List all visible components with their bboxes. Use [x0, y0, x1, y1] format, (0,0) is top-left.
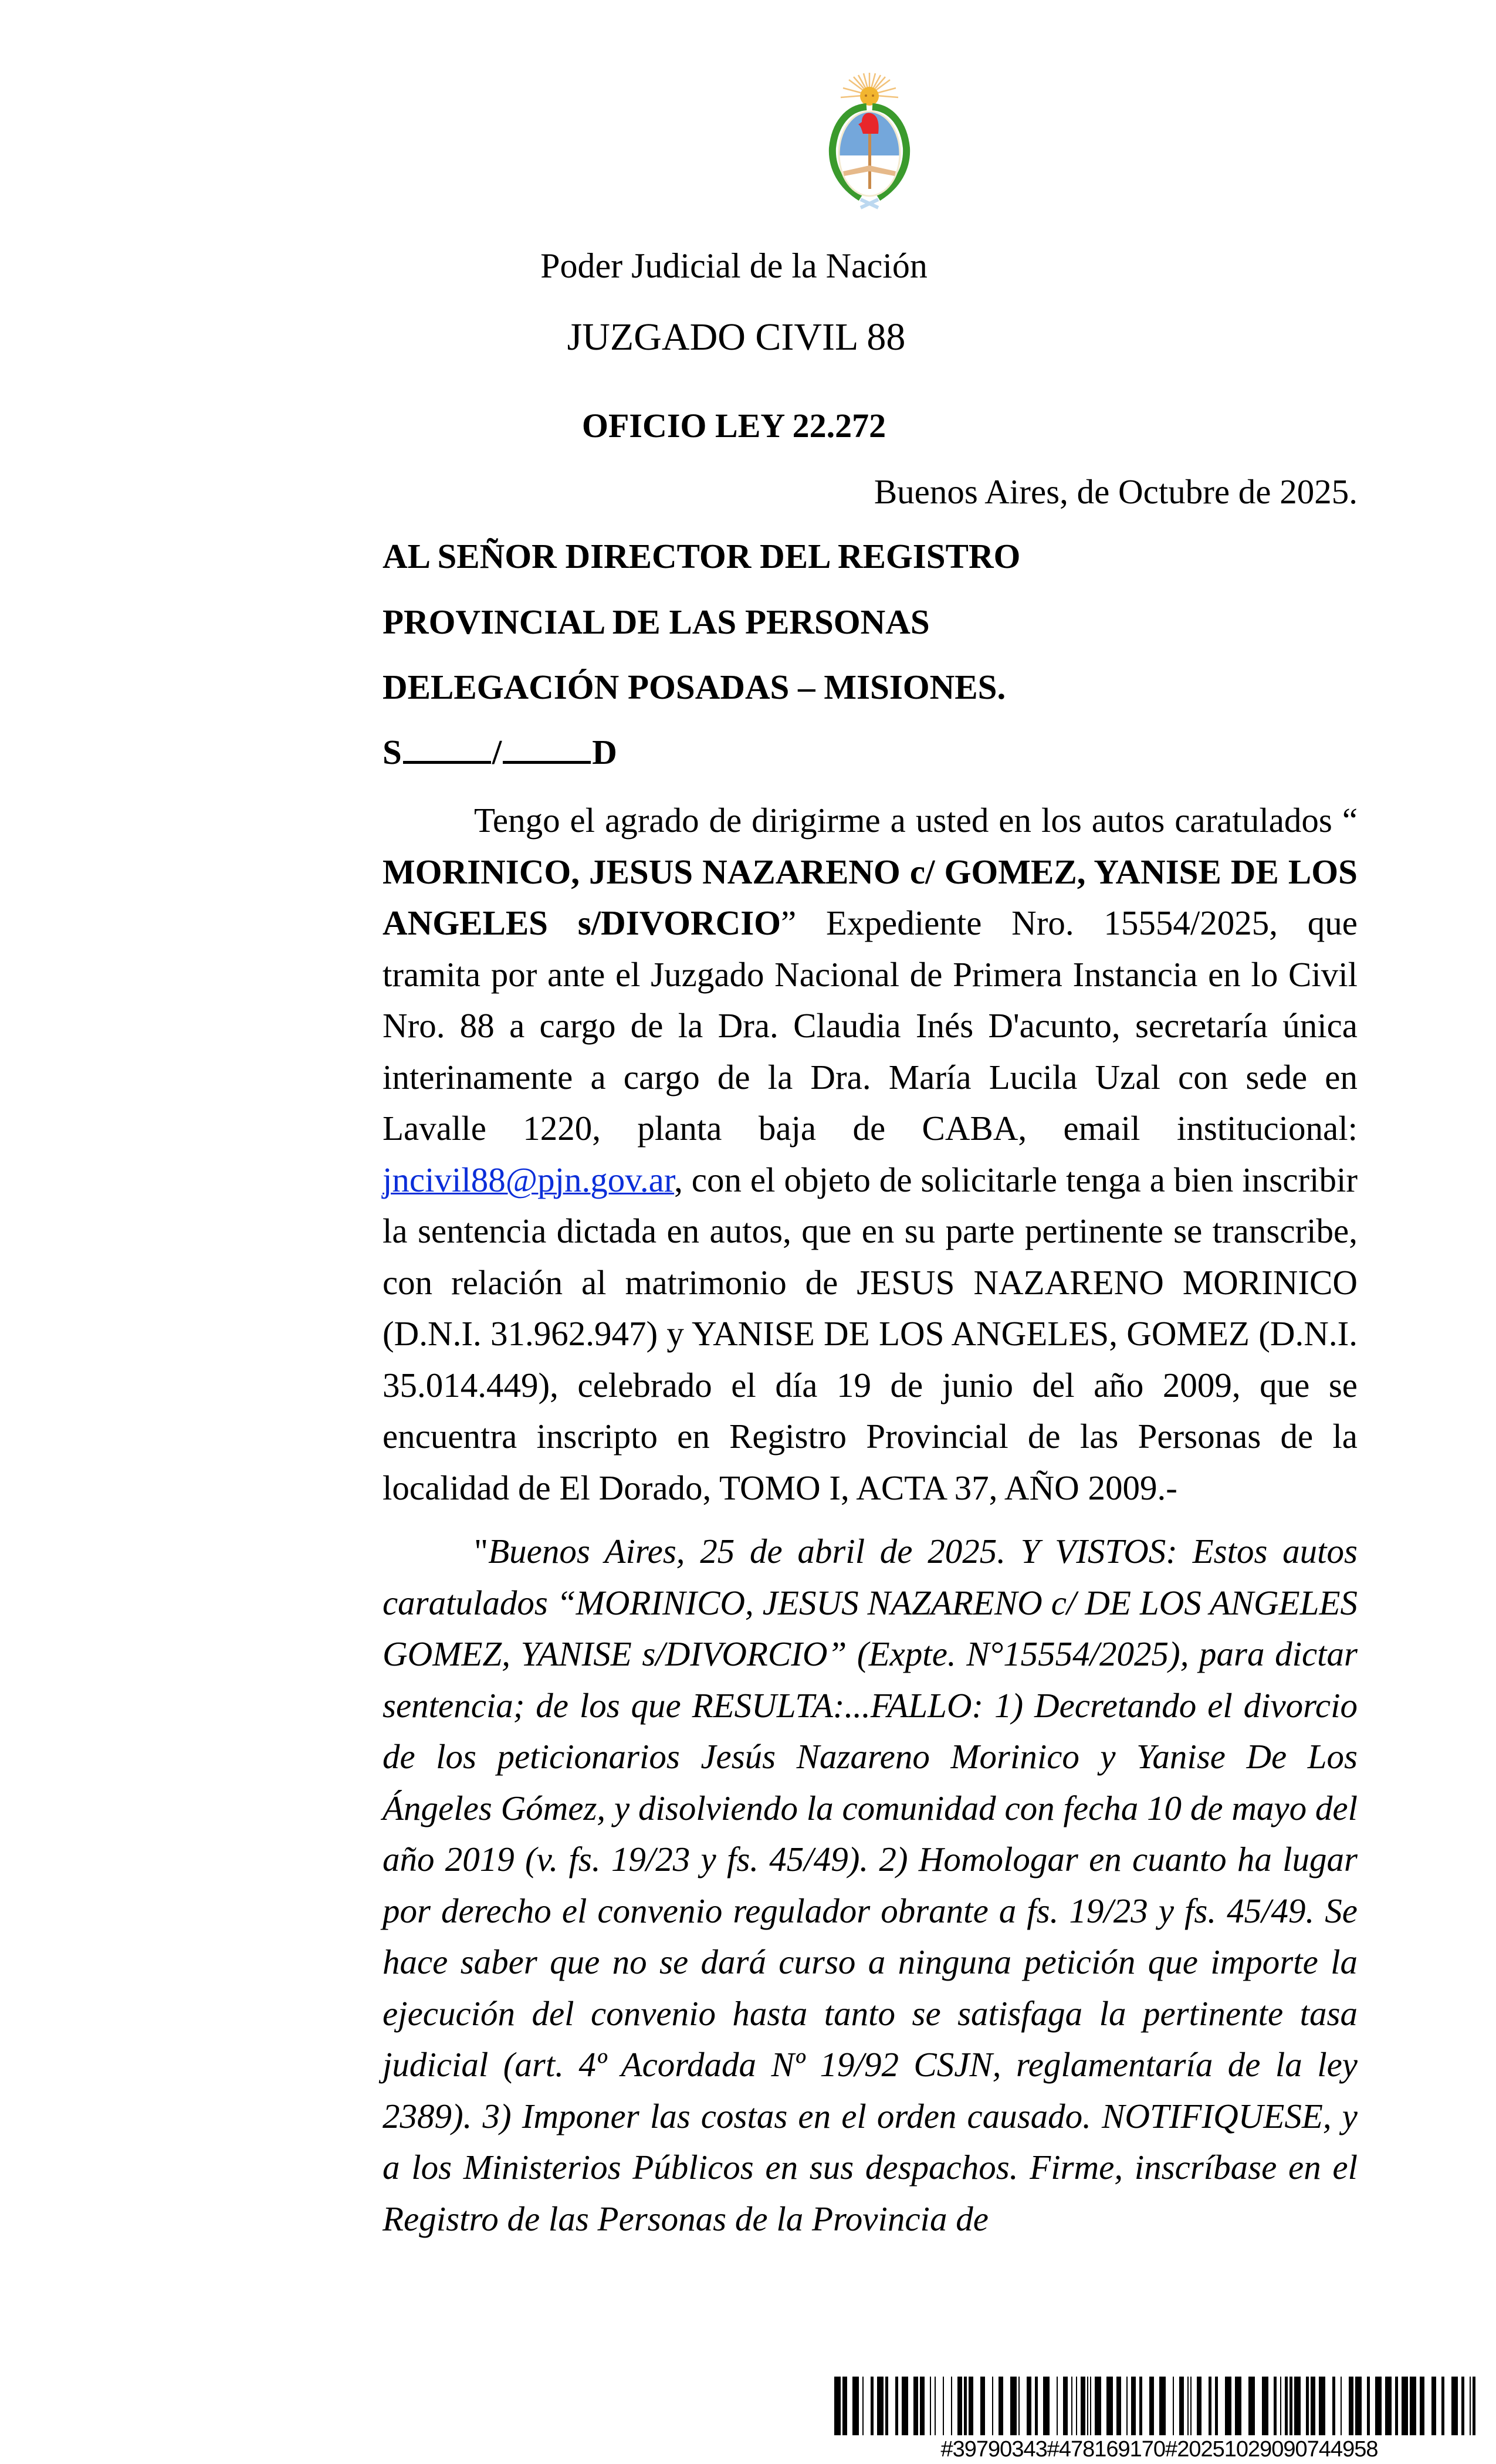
- argentine-coat-of-arms-icon: [824, 72, 915, 212]
- barcode-bar: [1306, 2377, 1309, 2435]
- barcode-bar: [980, 2377, 985, 2435]
- barcode-bar: [871, 2377, 874, 2435]
- judgment-text: Buenos Aires, 25 de abril de 2025. Y VISTOS: Estos autos caratulados “MORINICO, JESUS NAZARENO c/ DE LOS ANGELES GOMEZ, YANISE s/DIVORCIO” (Expte. N°15554/2025), para dictar sentencia; de los que RESULTA:...FALLO: 1) Decretando el divorcio de los peticionarios Jesús Nazareno Morinico y Yanise De Los Ángeles Gómez, y disolviendo la comunidad con fecha 10 de mayo del año 2019 (v. fs. 19/23 y fs. 45/49). 2) Homologar en cuanto ha lugar por derecho el convenio regulador obrante a fs. 19/23 y fs. 45/49. Se hace saber que no se dará curso a ninguna petición que importe la ejecución del convenio hasta tanto se satisfaga la pertinente tasa judicial (art. 4º Acordada Nº 19/92 CSJN, reglamentaría de la ley 2389). 3) Imponer las costas en el orden causado. NOTIFIQUESE, y a los Ministerios Públicos en sus despachos. Firme, inscríbase en el Registro de las Personas de la Provincia de: [383, 1532, 1358, 2238]
- barcode-bar: [992, 2377, 993, 2435]
- barcode-bar: [834, 2377, 841, 2435]
- barcode-bar: [1341, 2377, 1342, 2435]
- sd-end: D: [592, 733, 617, 771]
- case-details: ” Expediente Nro. 15554/2025, que tramita por ante el Juzgado Nacional de Primera Instancia en lo Civil Nro. 88 a cargo de la Dra. Claudia Inés D'acunto, secretaría única interinamente a cargo de la Dra. María Lucila Uzal con sede en Lavalle 1220, planta baja de CABA, email institucional:: [383, 903, 1358, 1148]
- barcode-bar: [1081, 2377, 1085, 2435]
- barcode-bar: [1173, 2377, 1174, 2435]
- barcode-bar: [852, 2377, 859, 2435]
- addressee-line-2: PROVINCIAL DE LAS PERSONAS: [383, 603, 930, 641]
- barcode-bar: [902, 2377, 908, 2435]
- addressee-line-3: DELEGACIÓN POSADAS – MISIONES.: [383, 668, 1006, 706]
- blank-line: [403, 730, 491, 764]
- barcode-bar: [1311, 2377, 1315, 2435]
- barcode-bar: [1461, 2377, 1464, 2435]
- sun-face: [860, 87, 879, 106]
- sd-separator: /: [492, 733, 502, 771]
- date-line: Buenos Aires, de Octubre de 2025.: [874, 472, 1358, 511]
- barcode-bar: [1431, 2377, 1436, 2435]
- institution-title: Poder Judicial de la Nación: [540, 246, 928, 285]
- barcode-bar: [842, 2377, 847, 2435]
- barcode-bar: [964, 2377, 967, 2435]
- barcode-bar: [930, 2377, 931, 2435]
- barcode-bar: [1116, 2377, 1121, 2435]
- barcode-bar: [1262, 2377, 1268, 2435]
- court-email-link[interactable]: jncivil88@pjn.gov.ar: [383, 1160, 675, 1199]
- barcode-bar: [1274, 2377, 1277, 2435]
- barcode-bar: [1087, 2377, 1088, 2435]
- blank-line: [503, 730, 591, 764]
- barcode-bar: [1385, 2377, 1392, 2435]
- barcode-bar: [1355, 2377, 1362, 2435]
- intro-text: Tengo el agrado de dirigirme a usted en los autos caratulados “: [474, 801, 1358, 840]
- barcode-bar: [913, 2377, 918, 2435]
- barcode-bar: [1035, 2377, 1038, 2435]
- barcode-bar: [1451, 2377, 1458, 2435]
- barcode-number: #39790343#478169170#20251029090744958: [940, 2437, 1378, 2462]
- request-details: , con el objeto de solicitarle tenga a bien inscribir la sentencia dictada en autos, que en su parte pertinente se transcribe, con relación al matrimonio de JESUS NAZARENO MORINICO (D.N.I. 31.962.947) y YANISE DE LOS ANGELES, GOMEZ (D.N.I. 35.014.449), celebrado el día 19 de junio del año 2009, que se encuentra inscripto en Registro Provincial de las Personas de la localidad de El Dorado, TOMO I, ACTA 37, AÑO 2009.-: [383, 1160, 1358, 1507]
- barcode-bar: [1063, 2377, 1068, 2435]
- barcode-bar: [1057, 2377, 1058, 2435]
- barcode-bar: [1470, 2377, 1471, 2435]
- barcode-bar: [1149, 2377, 1154, 2435]
- barcode-bar: [957, 2377, 962, 2435]
- barcode-bar: [1027, 2377, 1031, 2435]
- barcode-bar: [1159, 2377, 1166, 2435]
- addressee-line-1: AL SEÑOR DIRECTOR DEL REGISTRO: [383, 537, 1021, 576]
- barcode-bar: [1187, 2377, 1189, 2435]
- barcode-bar: [1018, 2377, 1020, 2435]
- barcode-bar: [1139, 2377, 1142, 2435]
- salutation-sd: [383, 730, 617, 774]
- barcode-icon: [834, 2377, 1484, 2435]
- court-title: JUZGADO CIVIL 88: [567, 316, 906, 358]
- barcode-bar: [1332, 2377, 1335, 2435]
- barcode-bar: [1179, 2377, 1184, 2435]
- barcode-bar: [1441, 2377, 1444, 2435]
- barcode-bar: [1285, 2377, 1288, 2435]
- barcode-bar: [1248, 2377, 1255, 2435]
- ribbon: [861, 199, 878, 208]
- barcode-bar: [885, 2377, 888, 2435]
- barcode-bar: [920, 2377, 925, 2435]
- open-quote: ": [474, 1532, 489, 1571]
- request-paragraph: [383, 795, 1358, 1514]
- barcode-bar: [862, 2377, 864, 2435]
- barcode-bar: [1402, 2377, 1408, 2435]
- barcode-bar: [1215, 2377, 1218, 2435]
- barcode-bar: [1197, 2377, 1201, 2435]
- sd-start: S: [383, 733, 402, 771]
- barcode-bar: [1375, 2377, 1382, 2435]
- barcode-bar: [1131, 2377, 1136, 2435]
- barcode-bar: [951, 2377, 952, 2435]
- barcode-bar: [1106, 2377, 1113, 2435]
- barcode-bar: [1095, 2377, 1101, 2435]
- barcode-bar: [1280, 2377, 1281, 2435]
- barcode-bar: [1473, 2377, 1475, 2435]
- case-title: MORINICO, JESUS NAZARENO c/ GOMEZ, YANISE DE LOS ANGELES s/DIVORCIO: [383, 852, 1358, 942]
- barcode-bar: [1367, 2377, 1370, 2435]
- barcode-bar: [1349, 2377, 1353, 2435]
- barcode-bar: [877, 2377, 884, 2435]
- barcode-bar: [969, 2377, 973, 2435]
- barcode-bar: [1209, 2377, 1211, 2435]
- barcode-bar: [943, 2377, 944, 2435]
- barcode-bar: [1319, 2377, 1325, 2435]
- barcode-bar: [1225, 2377, 1231, 2435]
- barcode-bar: [1235, 2377, 1241, 2435]
- barcode-bar: [1090, 2377, 1091, 2435]
- barcode-bar: [1010, 2377, 1017, 2435]
- barcode-bar: [1294, 2377, 1301, 2435]
- barcode-bar: [935, 2377, 936, 2435]
- barcode-bar: [1289, 2377, 1292, 2435]
- barcode-bar: [1420, 2377, 1424, 2435]
- barcode-bar: [1395, 2377, 1398, 2435]
- barcode-bar: [895, 2377, 898, 2435]
- barcode-bar: [1043, 2377, 1050, 2435]
- barcode-bar: [999, 2377, 1003, 2435]
- barcode-bar: [1410, 2377, 1416, 2435]
- barcode-bar: [1071, 2377, 1072, 2435]
- document-type-title: OFICIO LEY 22.272: [581, 407, 886, 445]
- barcode-bar: [1076, 2377, 1077, 2435]
- barcode-bar: [1190, 2377, 1192, 2435]
- judgment-transcript-paragraph: [383, 1526, 1358, 2245]
- barcode-bar: [1126, 2377, 1128, 2435]
